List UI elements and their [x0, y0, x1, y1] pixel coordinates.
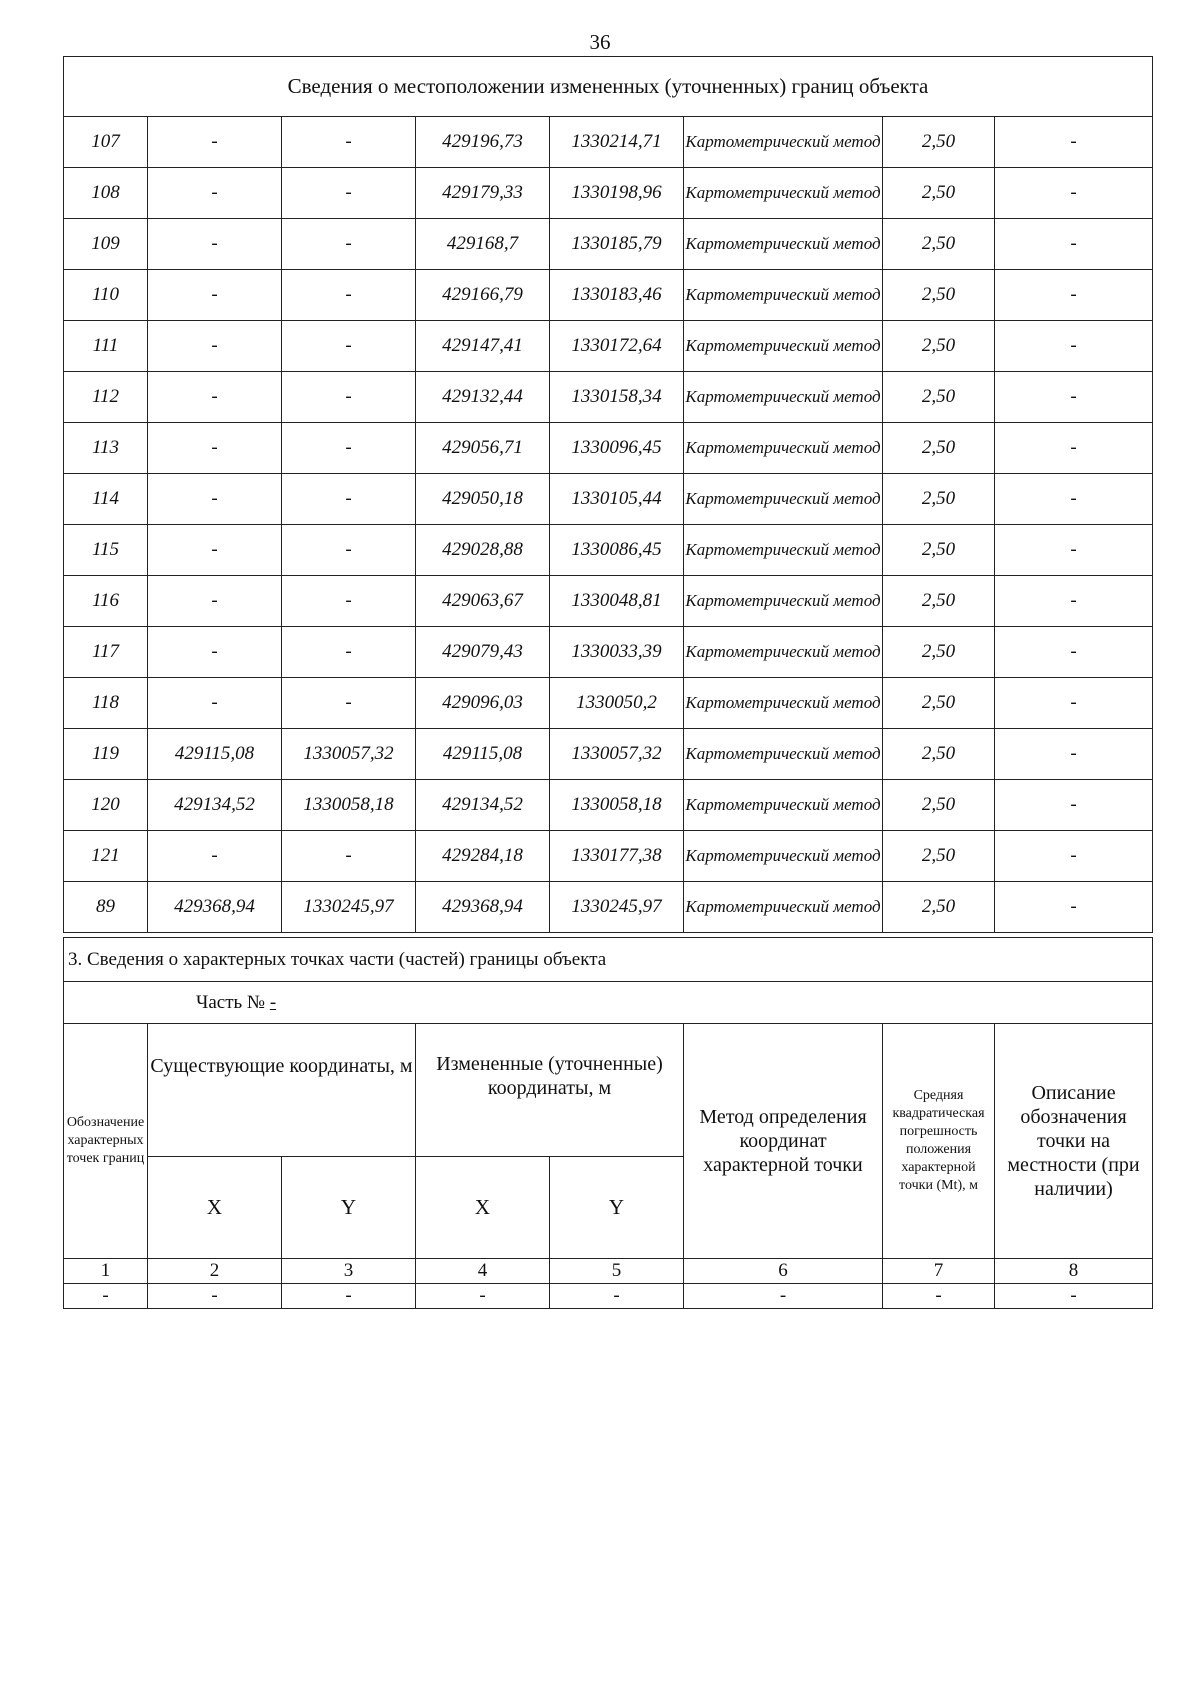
description-cell: - — [995, 168, 1153, 219]
table-row — [64, 117, 1153, 168]
y-changed-cell: 1330214,71 — [550, 117, 684, 168]
x-changed-cell: 429368,94 — [416, 882, 550, 933]
y-changed-cell: 1330033,39 — [550, 627, 684, 678]
mt-cell: 2,50 — [883, 321, 995, 372]
x-existing-cell: 429134,52 — [148, 780, 282, 831]
x-changed-cell: 429134,52 — [416, 780, 550, 831]
y-existing-cell: - — [282, 678, 416, 729]
header-method: Метод определения координат характерной точки — [684, 1024, 883, 1259]
table-row — [64, 627, 1153, 678]
x-existing-cell: - — [148, 219, 282, 270]
x-changed-cell: 429028,88 — [416, 525, 550, 576]
table-title: Сведения о местоположении измененных (уточненных) границ объекта — [64, 57, 1153, 117]
mt-cell: 2,50 — [883, 729, 995, 780]
description-cell: - — [995, 627, 1153, 678]
method-cell: Картометрический метод — [684, 423, 883, 474]
x-existing-cell: - — [148, 627, 282, 678]
description-cell: - — [995, 525, 1153, 576]
y-changed-cell: 1330177,38 — [550, 831, 684, 882]
table-row — [64, 372, 1153, 423]
y-existing-cell: - — [282, 117, 416, 168]
point-id-cell: 118 — [64, 678, 148, 729]
mt-cell: 2,50 — [883, 780, 995, 831]
x-existing-cell: - — [148, 270, 282, 321]
mt-cell: 2,50 — [883, 831, 995, 882]
mt-cell: 2,50 — [883, 627, 995, 678]
point-id-cell: 89 — [64, 882, 148, 933]
description-cell: - — [995, 117, 1153, 168]
y-existing-cell: - — [282, 168, 416, 219]
method-cell: Картометрический метод — [684, 576, 883, 627]
method-cell: Картометрический метод — [684, 321, 883, 372]
method-cell: Картометрический метод — [684, 372, 883, 423]
x-changed-cell: 429179,33 — [416, 168, 550, 219]
y-changed-cell: 1330058,18 — [550, 780, 684, 831]
table-row — [64, 729, 1153, 780]
x-changed-cell: 429115,08 — [416, 729, 550, 780]
method-cell: Картометрический метод — [684, 168, 883, 219]
description-cell: - — [995, 780, 1153, 831]
mt-cell: 2,50 — [883, 423, 995, 474]
description-cell: - — [995, 576, 1153, 627]
description-cell: - — [995, 678, 1153, 729]
empty-cell: - — [883, 1284, 995, 1309]
point-id-cell: 119 — [64, 729, 148, 780]
y-existing-cell: - — [282, 627, 416, 678]
mt-cell: 2,50 — [883, 117, 995, 168]
part-value: - — [269, 991, 277, 1013]
boundary-table — [63, 56, 1153, 933]
y-existing-cell: - — [282, 423, 416, 474]
description-cell: - — [995, 831, 1153, 882]
y-changed-cell: 1330185,79 — [550, 219, 684, 270]
x-existing-cell: - — [148, 117, 282, 168]
y-existing-cell: 1330057,32 — [282, 729, 416, 780]
x-changed-cell: 429196,73 — [416, 117, 550, 168]
x-existing-cell: - — [148, 372, 282, 423]
y-changed-cell: 1330245,97 — [550, 882, 684, 933]
x-existing-cell: - — [148, 321, 282, 372]
table-row — [64, 270, 1153, 321]
y-changed-cell: 1330086,45 — [550, 525, 684, 576]
point-id-cell: 116 — [64, 576, 148, 627]
point-id-cell: 117 — [64, 627, 148, 678]
section3-title: 3. Сведения о характерных точках части (частей) границы объекта — [64, 938, 1153, 982]
mt-cell: 2,50 — [883, 372, 995, 423]
point-id-cell: 109 — [64, 219, 148, 270]
table-row — [64, 882, 1153, 933]
x-changed-cell: 429063,67 — [416, 576, 550, 627]
y-changed-cell: 1330096,45 — [550, 423, 684, 474]
x-existing-cell: - — [148, 576, 282, 627]
header-changed-coords: Измененные (уточненные) координаты, м — [416, 1024, 684, 1157]
column-number: 6 — [684, 1259, 883, 1284]
x-changed-cell: 429132,44 — [416, 372, 550, 423]
empty-cell: - — [550, 1284, 684, 1309]
y-changed-cell: 1330050,2 — [550, 678, 684, 729]
x-existing-cell: - — [148, 168, 282, 219]
x-existing-cell: 429368,94 — [148, 882, 282, 933]
x-changed-cell: 429096,03 — [416, 678, 550, 729]
point-id-cell: 121 — [64, 831, 148, 882]
description-cell: - — [995, 423, 1153, 474]
description-cell: - — [995, 882, 1153, 933]
method-cell: Картометрический метод — [684, 219, 883, 270]
table-row — [64, 168, 1153, 219]
description-cell: - — [995, 270, 1153, 321]
x-changed-cell: 429050,18 — [416, 474, 550, 525]
empty-cell: - — [282, 1284, 416, 1309]
column-number: 2 — [148, 1259, 282, 1284]
column-number: 3 — [282, 1259, 416, 1284]
y-existing-cell: 1330245,97 — [282, 882, 416, 933]
mt-cell: 2,50 — [883, 474, 995, 525]
method-cell: Картометрический метод — [684, 831, 883, 882]
method-cell: Картометрический метод — [684, 780, 883, 831]
point-id-cell: 110 — [64, 270, 148, 321]
y-changed-cell: 1330048,81 — [550, 576, 684, 627]
method-cell: Картометрический метод — [684, 270, 883, 321]
x-existing-cell: - — [148, 525, 282, 576]
x-existing-cell: - — [148, 474, 282, 525]
method-cell: Картометрический метод — [684, 474, 883, 525]
column-number: 4 — [416, 1259, 550, 1284]
x-existing-cell: - — [148, 423, 282, 474]
x-existing-cell: - — [148, 678, 282, 729]
x-changed-cell: 429168,7 — [416, 219, 550, 270]
part-label: Часть № — [196, 991, 266, 1013]
table-row — [64, 678, 1153, 729]
point-id-cell: 108 — [64, 168, 148, 219]
method-cell: Картометрический метод — [684, 678, 883, 729]
header-x-changed: X — [416, 1157, 550, 1259]
method-cell: Картометрический метод — [684, 882, 883, 933]
empty-cell: - — [684, 1284, 883, 1309]
y-existing-cell: - — [282, 831, 416, 882]
page-number: 36 — [589, 30, 611, 54]
y-existing-cell: - — [282, 474, 416, 525]
table-row — [64, 219, 1153, 270]
header-y-existing: Y — [282, 1157, 416, 1259]
table-row — [64, 831, 1153, 882]
method-cell: Картометрический метод — [684, 729, 883, 780]
header-description: Описание обозначения точки на местности (при наличии) — [995, 1024, 1153, 1259]
empty-cell: - — [148, 1284, 282, 1309]
y-changed-cell: 1330158,34 — [550, 372, 684, 423]
y-changed-cell: 1330057,32 — [550, 729, 684, 780]
empty-cell: - — [64, 1284, 148, 1309]
description-cell: - — [995, 474, 1153, 525]
x-changed-cell: 429056,71 — [416, 423, 550, 474]
column-number: 8 — [995, 1259, 1153, 1284]
description-cell: - — [995, 321, 1153, 372]
table-row — [64, 780, 1153, 831]
x-changed-cell: 429079,43 — [416, 627, 550, 678]
mt-cell: 2,50 — [883, 219, 995, 270]
y-existing-cell: - — [282, 525, 416, 576]
mt-cell: 2,50 — [883, 882, 995, 933]
empty-cell: - — [416, 1284, 550, 1309]
header-mt: Средняя квадратическая погрешность положения характерной точки (Mt), м — [883, 1024, 995, 1259]
point-id-cell: 111 — [64, 321, 148, 372]
y-changed-cell: 1330183,46 — [550, 270, 684, 321]
x-changed-cell: 429147,41 — [416, 321, 550, 372]
table-row — [64, 474, 1153, 525]
mt-cell: 2,50 — [883, 168, 995, 219]
header-point-designation: Обозначение характерных точек границ — [64, 1024, 148, 1259]
y-existing-cell: - — [282, 270, 416, 321]
table-row — [64, 525, 1153, 576]
part-number-row — [64, 982, 1153, 1024]
y-changed-cell: 1330105,44 — [550, 474, 684, 525]
point-id-cell: 115 — [64, 525, 148, 576]
point-id-cell: 112 — [64, 372, 148, 423]
header-y-changed: Y — [550, 1157, 684, 1259]
section3-table — [63, 937, 1153, 1309]
y-existing-cell: - — [282, 576, 416, 627]
empty-cell: - — [995, 1284, 1153, 1309]
description-cell: - — [995, 729, 1153, 780]
x-existing-cell: 429115,08 — [148, 729, 282, 780]
y-existing-cell: 1330058,18 — [282, 780, 416, 831]
y-existing-cell: - — [282, 219, 416, 270]
y-changed-cell: 1330198,96 — [550, 168, 684, 219]
y-existing-cell: - — [282, 372, 416, 423]
method-cell: Картометрический метод — [684, 627, 883, 678]
description-cell: - — [995, 219, 1153, 270]
header-x-existing: X — [148, 1157, 282, 1259]
method-cell: Картометрический метод — [684, 117, 883, 168]
header-existing-coords: Существующие координаты, м — [148, 1024, 416, 1157]
point-id-cell: 114 — [64, 474, 148, 525]
table-row — [64, 321, 1153, 372]
column-number: 1 — [64, 1259, 148, 1284]
y-existing-cell: - — [282, 321, 416, 372]
point-id-cell: 120 — [64, 780, 148, 831]
table-row — [64, 423, 1153, 474]
method-cell: Картометрический метод — [684, 525, 883, 576]
y-changed-cell: 1330172,64 — [550, 321, 684, 372]
column-number: 5 — [550, 1259, 684, 1284]
point-id-cell: 107 — [64, 117, 148, 168]
mt-cell: 2,50 — [883, 270, 995, 321]
x-existing-cell: - — [148, 831, 282, 882]
column-number: 7 — [883, 1259, 995, 1284]
point-id-cell: 113 — [64, 423, 148, 474]
mt-cell: 2,50 — [883, 525, 995, 576]
x-changed-cell: 429284,18 — [416, 831, 550, 882]
mt-cell: 2,50 — [883, 576, 995, 627]
x-changed-cell: 429166,79 — [416, 270, 550, 321]
description-cell: - — [995, 372, 1153, 423]
table-row — [64, 576, 1153, 627]
mt-cell: 2,50 — [883, 678, 995, 729]
